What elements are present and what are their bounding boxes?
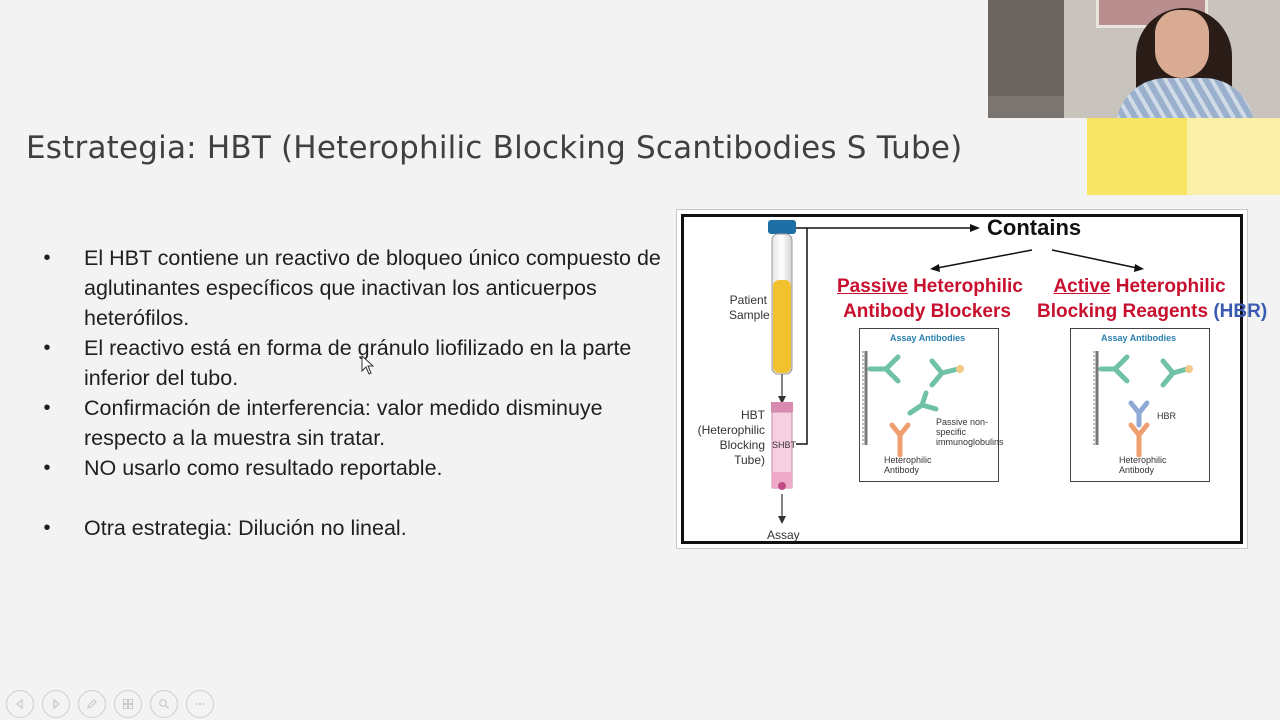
pen-icon bbox=[86, 698, 98, 710]
shbt-label: SHBT bbox=[772, 440, 797, 450]
heterophilic-antibody-label: Heterophilic Antibody bbox=[1119, 455, 1167, 475]
bullet-text: Confirmación de interferencia: valor medido disminuye respecto a la muestra sin tratar. bbox=[84, 396, 603, 450]
assay-antibodies-label: Assay Antibodies bbox=[890, 333, 966, 343]
hbt-tube-cap bbox=[771, 402, 793, 412]
hbt-diagram bbox=[676, 209, 1268, 549]
accent-block-pale bbox=[1187, 117, 1280, 195]
see-all-slides-button[interactable] bbox=[114, 690, 142, 718]
presentation-toolbar bbox=[6, 690, 214, 718]
active-reagents-heading: Active Heterophilic Blocking Reagents (HBR) bbox=[1037, 276, 1268, 322]
bullet-text: El reactivo está en forma de gránulo liofilizado en la parte inferior del tubo. bbox=[84, 336, 632, 390]
bullet-item bbox=[40, 453, 670, 483]
bullet-marker: • bbox=[43, 397, 51, 419]
bullet-text: Otra estrategia: Dilución no lineal. bbox=[84, 516, 407, 540]
bullet-marker: • bbox=[43, 517, 51, 539]
slide-title: Estrategia: HBT (Heterophilic Blocking Scantibodies S Tube) bbox=[26, 130, 963, 166]
bullet-text: NO usarlo como resultado reportable. bbox=[84, 456, 443, 480]
assay-label: Assay bbox=[767, 528, 800, 542]
presenter-webcam bbox=[988, 0, 1280, 118]
more-options-button[interactable] bbox=[186, 690, 214, 718]
passive-immunoglobulins-label: Passive non- specific immunoglobulins bbox=[936, 417, 1004, 447]
bullet-list bbox=[40, 243, 670, 543]
bullet-marker: • bbox=[43, 247, 51, 269]
slides-grid-icon bbox=[122, 698, 134, 710]
patient-sample-label: Patient Sample bbox=[729, 293, 770, 322]
hbt-tube-label: HBT (Heterophilic Blocking Tube) bbox=[697, 408, 765, 467]
heterophilic-antibody-label: Heterophilic Antibody bbox=[884, 455, 932, 475]
accent-block bbox=[1087, 117, 1187, 195]
hbr-label: HBR bbox=[1157, 411, 1177, 421]
bullet-marker: • bbox=[43, 457, 51, 479]
mouse-cursor-icon bbox=[361, 355, 375, 377]
lyophilized-pellet bbox=[778, 482, 786, 490]
pen-tool-button[interactable] bbox=[78, 690, 106, 718]
bullet-text: El HBT contiene un reactivo de bloqueo único compuesto de aglutinantes específicos que inactivan los anticuerpos heterófilos. bbox=[84, 246, 661, 330]
bullet-item bbox=[40, 243, 670, 333]
bullet-marker: • bbox=[43, 337, 51, 359]
passive-panel bbox=[859, 328, 1004, 482]
more-icon bbox=[194, 698, 206, 710]
passive-blockers-heading: Passive Heterophilic Antibody Blockers bbox=[837, 276, 1023, 322]
tube-cap bbox=[768, 220, 796, 234]
previous-icon bbox=[14, 698, 26, 710]
bullet-item bbox=[40, 513, 670, 543]
previous-slide-button[interactable] bbox=[6, 690, 34, 718]
assay-antibodies-label: Assay Antibodies bbox=[1101, 333, 1177, 343]
zoom-icon bbox=[158, 698, 170, 710]
contains-label: Contains bbox=[987, 215, 1082, 240]
sample-liquid bbox=[773, 280, 791, 373]
zoom-button[interactable] bbox=[150, 690, 178, 718]
next-slide-button[interactable] bbox=[42, 690, 70, 718]
next-icon bbox=[50, 698, 62, 710]
bullet-item bbox=[40, 393, 670, 453]
bullet-item bbox=[40, 333, 670, 393]
hbr-panel bbox=[1070, 328, 1210, 482]
